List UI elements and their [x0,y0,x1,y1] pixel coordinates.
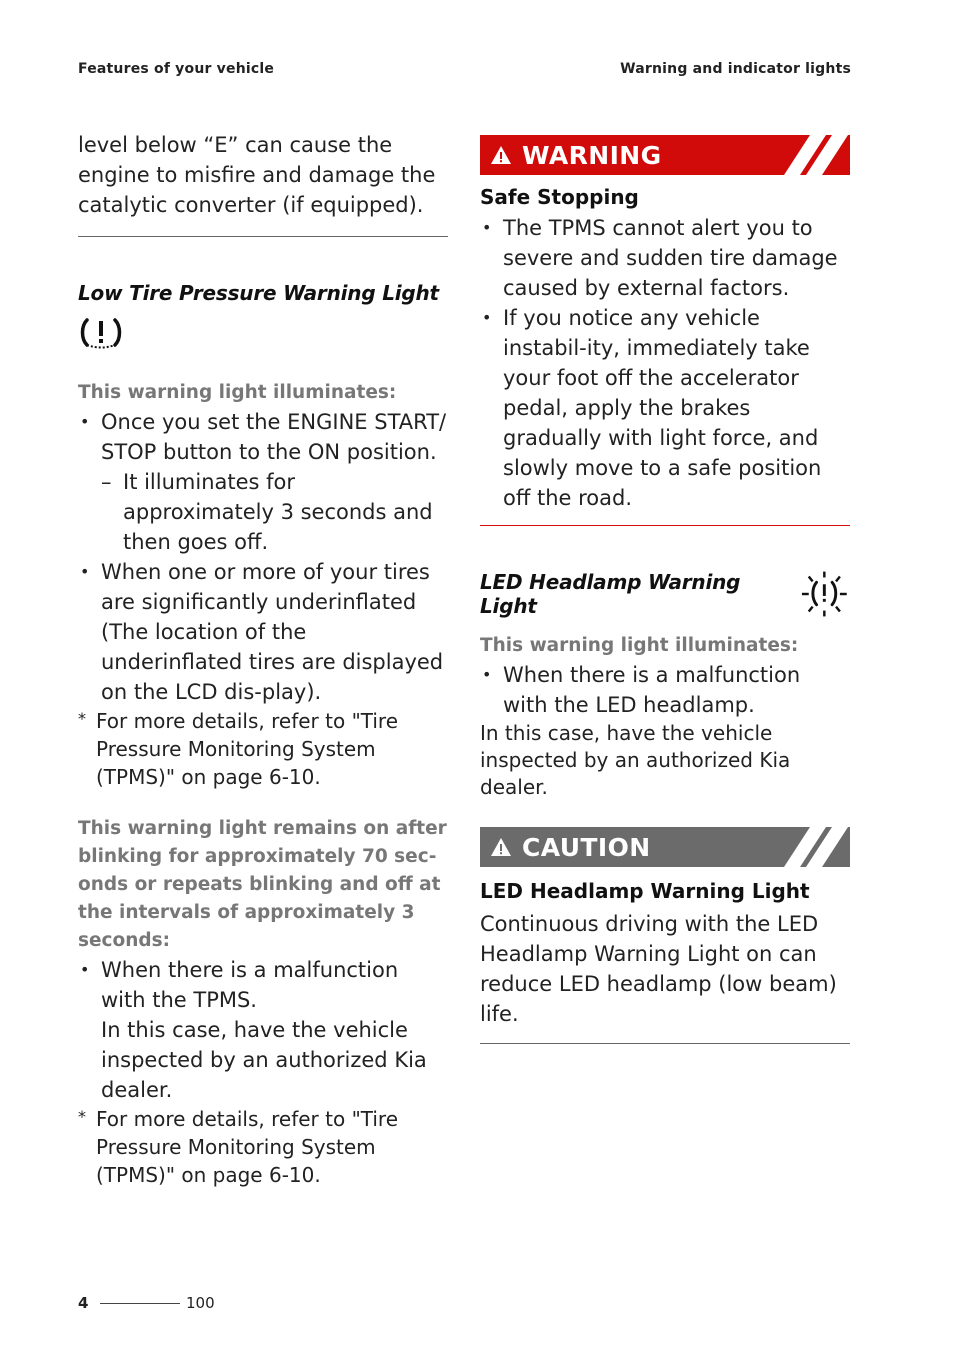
bullet-item: • When one or more of your tires are significantly underinflated (The location of the underinflated tires are displayed on the LCD dis-play). [80,560,444,704]
section-divider [78,236,448,237]
bullet-item: • The TPMS cannot alert you to severe and sudden tire damage caused by external factors. [482,216,838,300]
led-section-title: LED Headlamp Warning Light [480,570,741,618]
warning-banner [480,135,850,175]
bullet-item: • When there is a malfunction with the LED headlamp. [482,663,801,717]
page-number: 100 [186,1294,215,1312]
tpms-blinking-subtitle: This warning light remains on after blinking for approximately 70 sec-onds or repeats blinking and off at the intervals of approximately 3 seconds: [78,818,447,951]
bullet-item: • When there is a malfunction with the TPMS. [80,958,399,1012]
tpms-warning-icon [78,317,448,353]
tpms-illuminates-subtitle: This warning light illuminates: [78,382,397,403]
caution-triangle-icon [490,837,512,857]
left-column [78,130,448,1189]
banner-stripes-decoration [780,135,850,175]
bullet-item: • If you notice any vehicle instabil-ity, immediately take your foot off the accelerator pedal, apply the brakes gradually with light force, and slowly move to a safe position off the road. [482,306,822,510]
led-illuminates-subtitle: This warning light illuminates: [480,635,799,656]
caution-label: CAUTION [522,832,651,862]
caution-text: Continuous driving with the LED Headlamp Warning Light on can reduce LED headlamp (low beam) life. [480,912,837,1026]
warning-label: WARNING [522,140,662,170]
footer-divider [100,1303,180,1304]
led-dealer-paragraph: In this case, have the vehicle inspected by an authorized Kia dealer. [480,721,791,799]
warning-bottom-rule [480,525,850,526]
warning-triangle-icon [490,145,512,165]
led-headlamp-warning-icon [799,570,850,618]
bullet-continuation: In this case, have the vehicle inspected by an authorized Kia dealer. [101,1018,427,1102]
led-section-heading [480,570,850,618]
caution-bottom-rule [480,1043,850,1044]
tpms-section-title: Low Tire Pressure Warning Light [78,281,439,305]
right-column [480,130,850,1044]
running-header-left: Features of your vehicle [78,61,275,77]
banner-stripes-decoration [780,827,850,867]
caution-title: LED Headlamp Warning Light [480,879,810,903]
chapter-number: 4 [78,1294,89,1312]
warning-title: Safe Stopping [480,185,639,209]
reference-note: * For more details, refer to "Tire Pressure Monitoring System (TPMS)" on page 6-10. [78,1107,399,1187]
reference-note: * For more details, refer to "Tire Pressure Monitoring System (TPMS)" on page 6-10. [78,709,399,789]
caution-banner [480,827,850,867]
running-header-right: Warning and indicator lights [620,61,851,77]
bullet-item: • Once you set the ENGINE START/ STOP button to the ON position. [80,410,447,464]
intro-paragraph: level below “E” can cause the engine to misfire and damage the catalytic converter (if equipped). [78,133,436,217]
dash-item: – It illuminates for approximately 3 seconds and then goes off. [101,470,433,554]
